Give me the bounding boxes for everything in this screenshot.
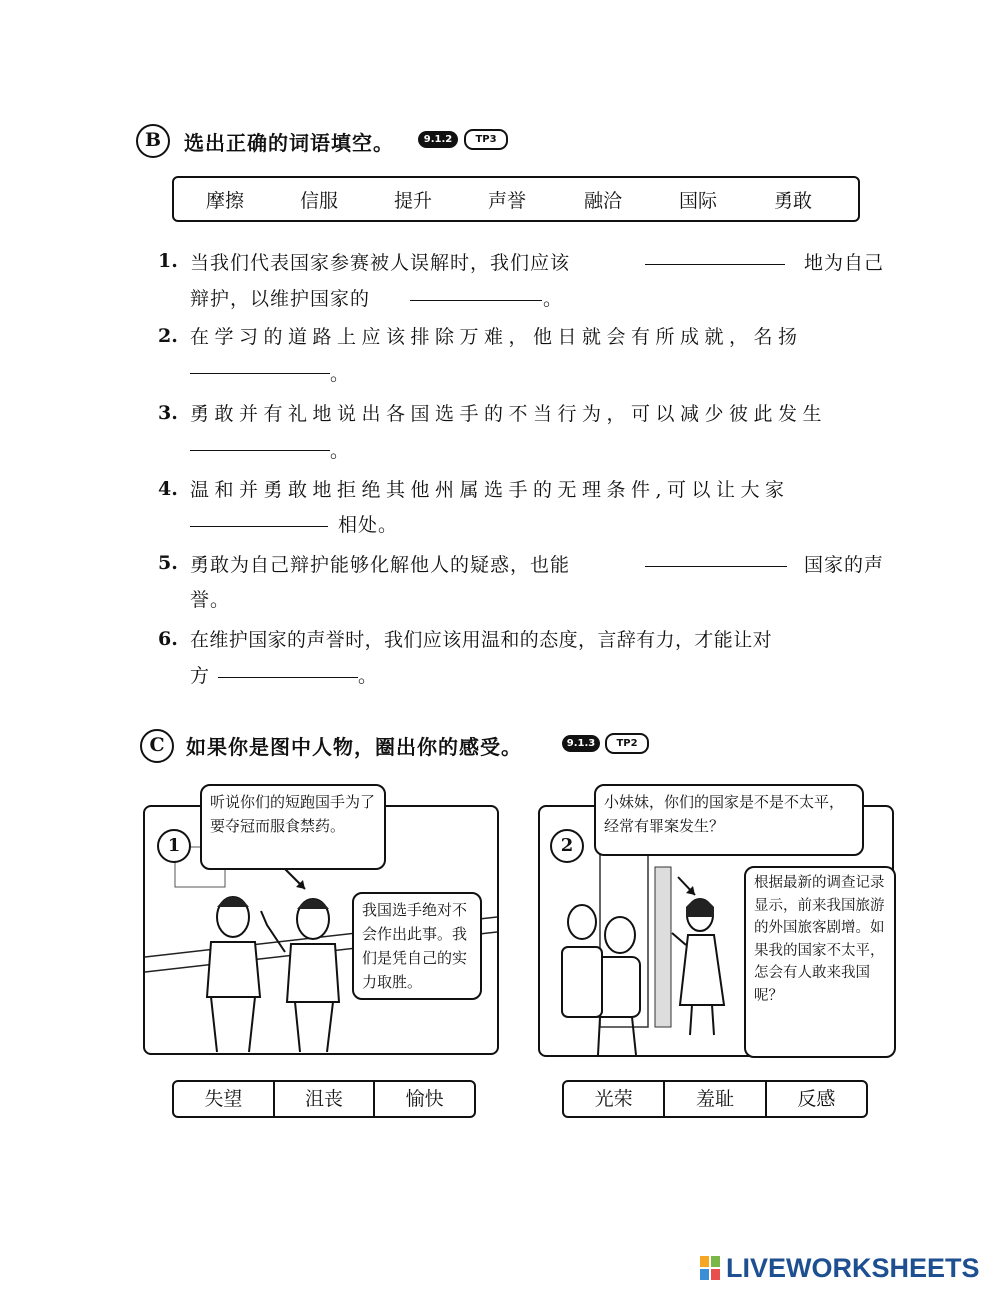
section-c-letter: C xyxy=(140,729,174,763)
word-bank-item: 国际 xyxy=(679,190,718,212)
question-3-end: 。 xyxy=(330,440,351,462)
question-6-text-c: 方 xyxy=(190,665,211,687)
comic-1-speech-bubble-answer: 我国选手绝对不会作出此事。我们是凭自己的实力取胜。 xyxy=(352,892,482,1000)
question-1-blank-2[interactable] xyxy=(410,300,542,301)
question-6-number: 6. xyxy=(158,628,178,650)
question-2-blank[interactable] xyxy=(190,373,330,374)
word-bank-item: 声誉 xyxy=(488,190,527,212)
word-bank-item: 融洽 xyxy=(584,190,623,212)
emotion-choice[interactable]: 反感 xyxy=(797,1088,836,1110)
comic-2-emotion-choices xyxy=(562,1080,868,1118)
comic-2-speech-bubble-answer: 根据最新的调查记录显示，前来我国旅游的外国旅客剧增。如果我的国家不太平，怎会有人敢来我国呢？ xyxy=(744,866,896,1058)
word-bank xyxy=(172,176,860,222)
question-5-number: 5. xyxy=(158,552,178,574)
emotion-choice[interactable]: 失望 xyxy=(174,1082,275,1116)
question-4-blank[interactable] xyxy=(190,526,328,527)
question-5-text-b: 国家的声 xyxy=(804,554,885,576)
question-1-blank-1[interactable] xyxy=(645,264,785,265)
question-4-end: 相处。 xyxy=(338,514,399,536)
question-3-blank[interactable] xyxy=(190,450,330,451)
question-3-number: 3. xyxy=(158,402,178,424)
section-b-standard-tag: 9.1.2 xyxy=(418,131,458,148)
question-2-number: 2. xyxy=(158,325,178,347)
question-5-text-a: 勇敢为自己辩护能够化解他人的疑惑，也能 xyxy=(190,554,571,576)
question-5-blank[interactable] xyxy=(645,566,787,567)
comic-1-emotion-choices xyxy=(172,1080,476,1118)
question-1-text-a: 当我们代表国家参赛被人误解时，我们应该 xyxy=(190,252,571,274)
question-2-end: 。 xyxy=(330,363,351,385)
question-1-number: 1. xyxy=(158,250,178,272)
section-b-tp-tag: TP3 xyxy=(464,129,508,150)
comic-1-speech-bubble-question: 听说你们的短跑国手为了要夺冠而服食禁药。 xyxy=(200,784,386,870)
liveworksheets-brand: LIVEWORKSHEETS xyxy=(726,1253,980,1283)
question-4-text: 温和并勇敢地拒绝其他州属选手的无理条件,可以让大家 xyxy=(190,479,790,501)
question-1-text-c: 辩护，以维护国家的 xyxy=(190,288,371,310)
word-bank-item: 提升 xyxy=(394,190,433,212)
question-1-end: 。 xyxy=(543,288,564,310)
section-c-title: 如果你是图中人物，圈出你的感受。 xyxy=(186,735,522,759)
section-b-title: 选出正确的词语填空。 xyxy=(184,131,394,155)
emotion-choice[interactable]: 沮丧 xyxy=(275,1082,376,1116)
word-bank-item: 摩擦 xyxy=(206,190,245,212)
question-6-end: 。 xyxy=(358,665,379,687)
question-4-number: 4. xyxy=(158,478,178,500)
comic-1-number: 1 xyxy=(157,829,191,863)
question-3-text: 勇敢并有礼地说出各国选手的不当行为，可以减少彼此发生 xyxy=(190,403,828,425)
comic-2-number: 2 xyxy=(550,829,584,863)
question-2-text: 在学习的道路上应该排除万难，他日就会有所成就，名扬 xyxy=(190,326,803,348)
comic-2-speech-bubble-question: 小妹妹，你们的国家是不是不太平，经常有罪案发生？ xyxy=(594,784,864,856)
question-6-blank[interactable] xyxy=(218,677,358,678)
question-1-text-b: 地为自己 xyxy=(804,252,885,274)
section-b-letter: B xyxy=(136,124,170,158)
word-bank-item: 信服 xyxy=(300,190,339,212)
liveworksheets-logo-icon xyxy=(700,1256,722,1282)
word-bank-item: 勇敢 xyxy=(774,190,813,212)
question-6-text: 在维护国家的声誉时，我们应该用温和的态度，言辞有力，才能让对 xyxy=(190,629,773,651)
section-c-tp-tag: TP2 xyxy=(605,733,649,754)
section-c-standard-tag: 9.1.3 xyxy=(562,735,600,752)
emotion-choice[interactable]: 愉快 xyxy=(405,1088,444,1110)
emotion-choice[interactable]: 羞耻 xyxy=(665,1082,766,1116)
question-5-end: 誉。 xyxy=(190,589,231,611)
emotion-choice[interactable]: 光荣 xyxy=(564,1082,665,1116)
